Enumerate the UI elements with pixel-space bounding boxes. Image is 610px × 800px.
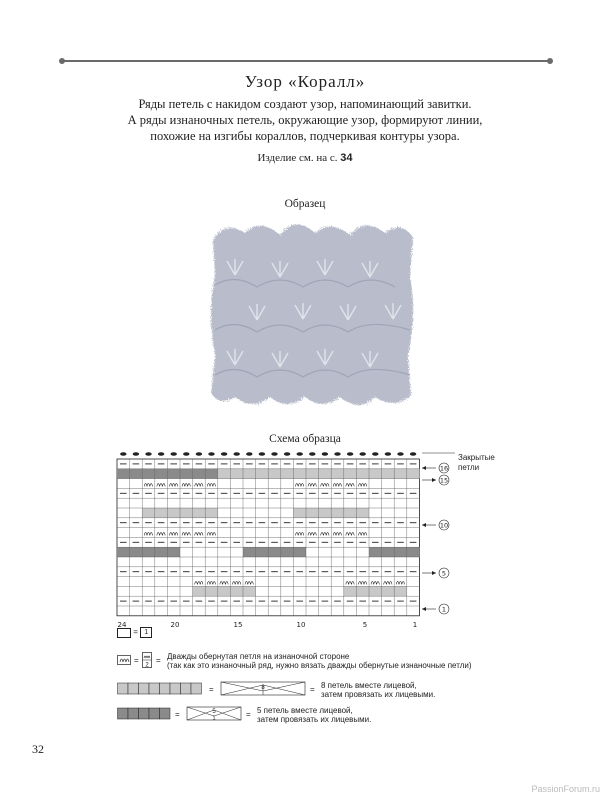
knitting-chart [100, 443, 520, 633]
rule-end-dot [59, 58, 65, 64]
row-label: 16 [439, 464, 449, 473]
svg-text:=: = [209, 685, 214, 694]
reference-text: Изделие см. на с. [257, 152, 338, 164]
row-label: 1 [441, 605, 447, 614]
column-label: 15 [233, 621, 243, 629]
reference-page: 34 [340, 152, 353, 164]
knitted-swatch-image [205, 215, 420, 415]
page-title: Узор «Коралл» [244, 72, 366, 91]
svg-text:=: = [310, 685, 315, 694]
sample-caption: Образец [284, 198, 326, 210]
empty-cell-symbol [117, 628, 131, 638]
svg-text:=: = [156, 656, 161, 665]
eight-number: 8 [261, 685, 265, 691]
intro-line: А ряды изнаночных петель, окружающие узор, формируют линии, [127, 113, 483, 127]
column-label: 24 [117, 621, 127, 629]
project-reference [0, 152, 610, 164]
column-label: 10 [296, 621, 306, 629]
chart-grid [117, 459, 419, 616]
svg-text:=: = [246, 710, 251, 719]
svg-text:=: = [134, 656, 139, 665]
five-text-line: 5 петель вместе лицевой, [257, 706, 353, 715]
bound-off-stitches [120, 452, 416, 456]
knit-symbol: 1 [140, 627, 152, 638]
intro-paragraph [60, 96, 550, 144]
row-label: 5 [441, 569, 447, 578]
five-sub: 1 [212, 715, 216, 722]
legend-five-together [117, 706, 372, 724]
wrap-stitch-icon [117, 652, 171, 668]
wrap-text-line: Дважды обернутая петля на изнаночной стороне [167, 652, 350, 661]
five-together-symbol [117, 706, 257, 722]
legend-knit [117, 627, 152, 638]
bound-off-label-line: Закрытые [458, 453, 495, 462]
intro-line: Ряды петель с накидом создают узор, напоминающий завитки. [138, 97, 472, 111]
column-label: 1 [412, 621, 418, 629]
eight-together-symbol [117, 681, 317, 697]
eight-text-line: затем провязать их лицевыми. [321, 690, 436, 699]
chart-caption: Схема образца [269, 433, 341, 445]
page-number: 32 [32, 742, 44, 756]
five-text-line: затем провязать их лицевыми. [257, 715, 372, 724]
five-number: 5 [212, 709, 216, 715]
svg-text:=: = [175, 710, 180, 719]
eight-description [321, 681, 521, 699]
wrap-symbol: 2 [145, 662, 149, 668]
five-description [257, 706, 457, 724]
legend-equals: = [133, 627, 138, 637]
wrap-description [167, 652, 567, 670]
intro-line: похожие на изгибы кораллов, подчеркивая контуры узора. [150, 129, 460, 143]
column-label: 20 [170, 621, 180, 629]
row-label: 15 [439, 476, 449, 485]
top-rule [62, 60, 550, 62]
row-label: 10 [439, 521, 449, 530]
column-label: 5 [362, 621, 368, 629]
bound-off-label-line: петли [458, 463, 480, 472]
row-arrows [422, 453, 455, 611]
legend-eight-together [117, 681, 436, 699]
rule-end-dot [547, 58, 553, 64]
eight-text-line: 8 петель вместе лицевой, [321, 681, 417, 690]
site-watermark: PassionForum.ru [531, 784, 600, 794]
bound-off-label [458, 453, 495, 473]
wrap-text-line: (так как это изнаночный ряд, нужно вязать дважды обернутые изнаночные петли) [167, 661, 472, 670]
legend-wrap [117, 652, 472, 670]
